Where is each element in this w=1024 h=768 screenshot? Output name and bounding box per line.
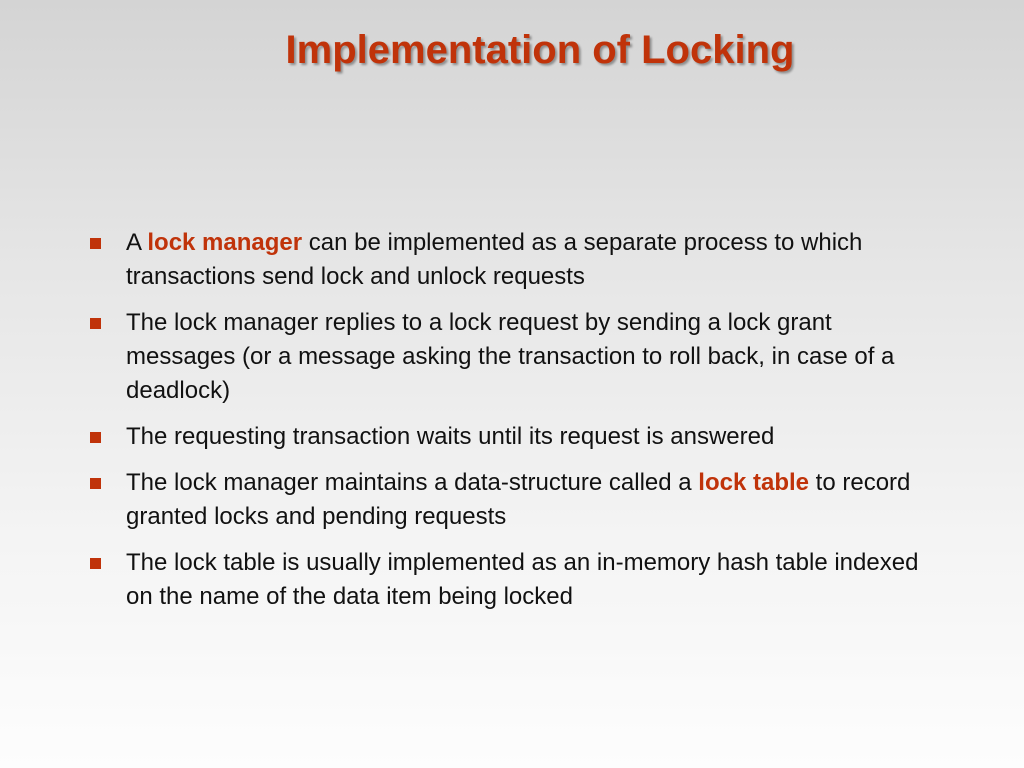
bullet-text-segment: to record granted locks and pending requests: [126, 469, 911, 530]
bullet-item: [88, 306, 928, 408]
emphasized-term: lock manager: [147, 229, 303, 256]
bullet-text-segment: The lock manager maintains a data-structure called a: [126, 469, 699, 496]
square-bullet-icon: [90, 238, 101, 249]
bullet-text-segment: The lock table is usually implemented as an in-memory hash table indexed on the name of the data item being locked: [126, 549, 919, 610]
square-bullet-icon: [90, 318, 101, 329]
bullet-text-segment: can be implemented as a separate process to which transactions send lock and unlock requests: [126, 229, 863, 290]
bullet-item: [88, 226, 928, 294]
bullet-text-segment: The requesting transaction waits until its request is answered: [126, 423, 775, 450]
bullet-item: [88, 466, 928, 534]
emphasized-term: lock table: [698, 469, 810, 496]
bullet-item: [88, 420, 928, 454]
bullet-text-segment: The lock manager replies to a lock request by sending a lock grant messages (or a message asking the transaction to roll back, in case of a deadlock): [126, 309, 895, 404]
square-bullet-icon: [90, 478, 101, 489]
bullet-item: [88, 546, 928, 614]
square-bullet-icon: [90, 558, 101, 569]
square-bullet-icon: [90, 432, 101, 443]
slide-title: Implementation of Locking: [285, 28, 795, 72]
bullet-text-segment: A: [126, 229, 148, 256]
bullet-list: [88, 226, 928, 626]
